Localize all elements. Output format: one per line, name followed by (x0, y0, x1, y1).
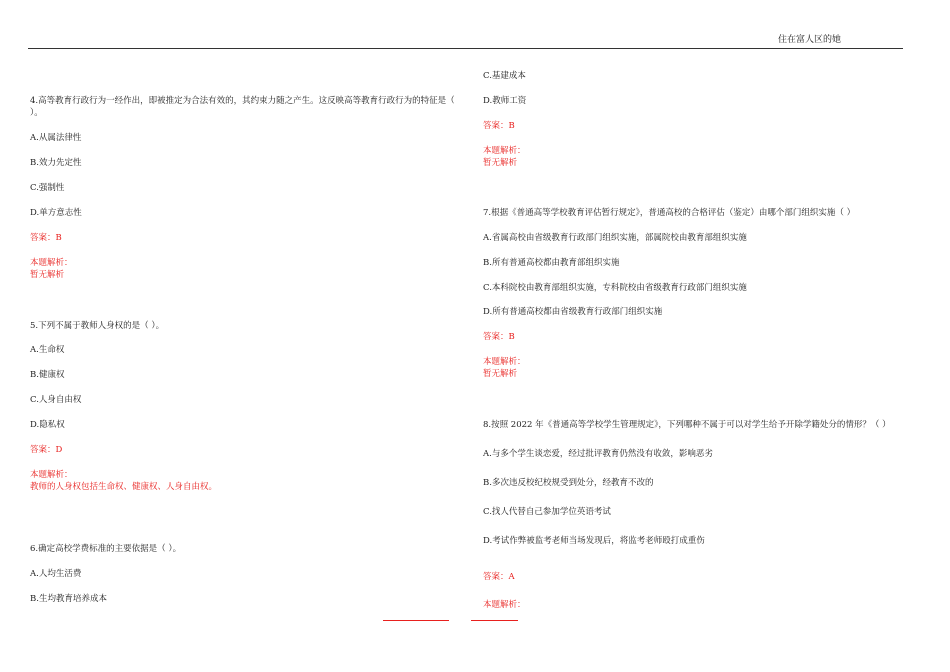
question-4-text: 4.高等教育行政行为一经作出，即被推定为合法有效的，其约束力随之产生。这反映高等教育行政行为的特征是（ ）。 (30, 96, 455, 118)
footer-line-right (471, 620, 518, 621)
question-7-option-a: A.省属高校由省级教育行政部门组织实施，部属院校由教育部组织实施 (483, 233, 747, 243)
question-8-answer: 答案：A (483, 572, 515, 582)
question-5-answer: 答案：D (30, 445, 63, 455)
footer-line-left (383, 620, 449, 621)
question-6-analysis-label: 本题解析： (483, 146, 526, 156)
question-8-text: 8.按照 2022 年《普通高等学校学生管理规定》，下列哪种不属于可以对学生给予开除学籍处分的情形？（ ） (483, 420, 891, 430)
question-8-option-a: A.与多个学生谈恋爱，经过批评教育仍然没有收敛，影响恶劣 (483, 449, 713, 459)
question-6-answer: 答案：B (483, 121, 515, 131)
question-5-option-d: D.隐私权 (30, 420, 65, 430)
question-6-option-c: C.基建成本 (483, 71, 526, 81)
question-4-analysis-label: 本题解析： (30, 258, 73, 268)
question-8-analysis-label: 本题解析： (483, 600, 526, 610)
question-8-option-c: C.找人代替自己参加学位英语考试 (483, 507, 611, 517)
question-6-analysis: 暂无解析 (483, 158, 518, 168)
question-4-option-a: A.从属法律性 (30, 133, 82, 143)
question-7-analysis-label: 本题解析： (483, 357, 526, 367)
header-title: 住在富人区的她 (778, 35, 842, 45)
question-5-option-b: B.健康权 (30, 370, 65, 380)
question-5-option-c: C.人身自由权 (30, 395, 82, 405)
question-4-option-b: B.效力先定性 (30, 158, 82, 168)
question-6-option-d: D.教师工资 (483, 96, 527, 106)
question-8-option-b: B.多次违反校纪校规受到处分，经教育不改的 (483, 478, 654, 488)
question-4-analysis: 暂无解析 (30, 270, 65, 280)
question-4-option-d: D.单方意志性 (30, 208, 82, 218)
question-5-text: 5.下列不属于教师人身权的是（ ）。 (30, 321, 165, 331)
question-4-answer: 答案：B (30, 233, 62, 243)
question-7-option-b: B.所有普通高校都由教育部组织实施 (483, 258, 620, 268)
question-8-option-d: D.考试作弊被监考老师当场发现后，将监考老师殴打成重伤 (483, 536, 705, 546)
question-5-option-a: A.生命权 (30, 345, 65, 355)
question-7-answer: 答案：B (483, 332, 515, 342)
question-6-option-b: B.生均教育培养成本 (30, 594, 107, 604)
question-5-analysis: 教师的人身权包括生命权、健康权、人身自由权。 (30, 482, 218, 492)
question-7-option-c: C.本科院校由教育部组织实施，专科院校由省级教育行政部门组织实施 (483, 283, 747, 293)
question-6-text: 6.确定高校学费标准的主要依据是（ ）。 (30, 544, 182, 554)
question-7-option-d: D.所有普通高校都由省级教育行政部门组织实施 (483, 307, 663, 317)
question-7-text: 7.根据《普通高等学校教育评估暂行规定》，普通高校的合格评估（鉴定）由哪个部门组织实施（ ） (483, 208, 856, 218)
question-4-option-c: C.强制性 (30, 183, 65, 193)
question-6-option-a: A.人均生活费 (30, 569, 82, 579)
question-7-analysis: 暂无解析 (483, 369, 518, 379)
question-5-analysis-label: 本题解析： (30, 470, 73, 480)
header-divider (28, 48, 903, 49)
